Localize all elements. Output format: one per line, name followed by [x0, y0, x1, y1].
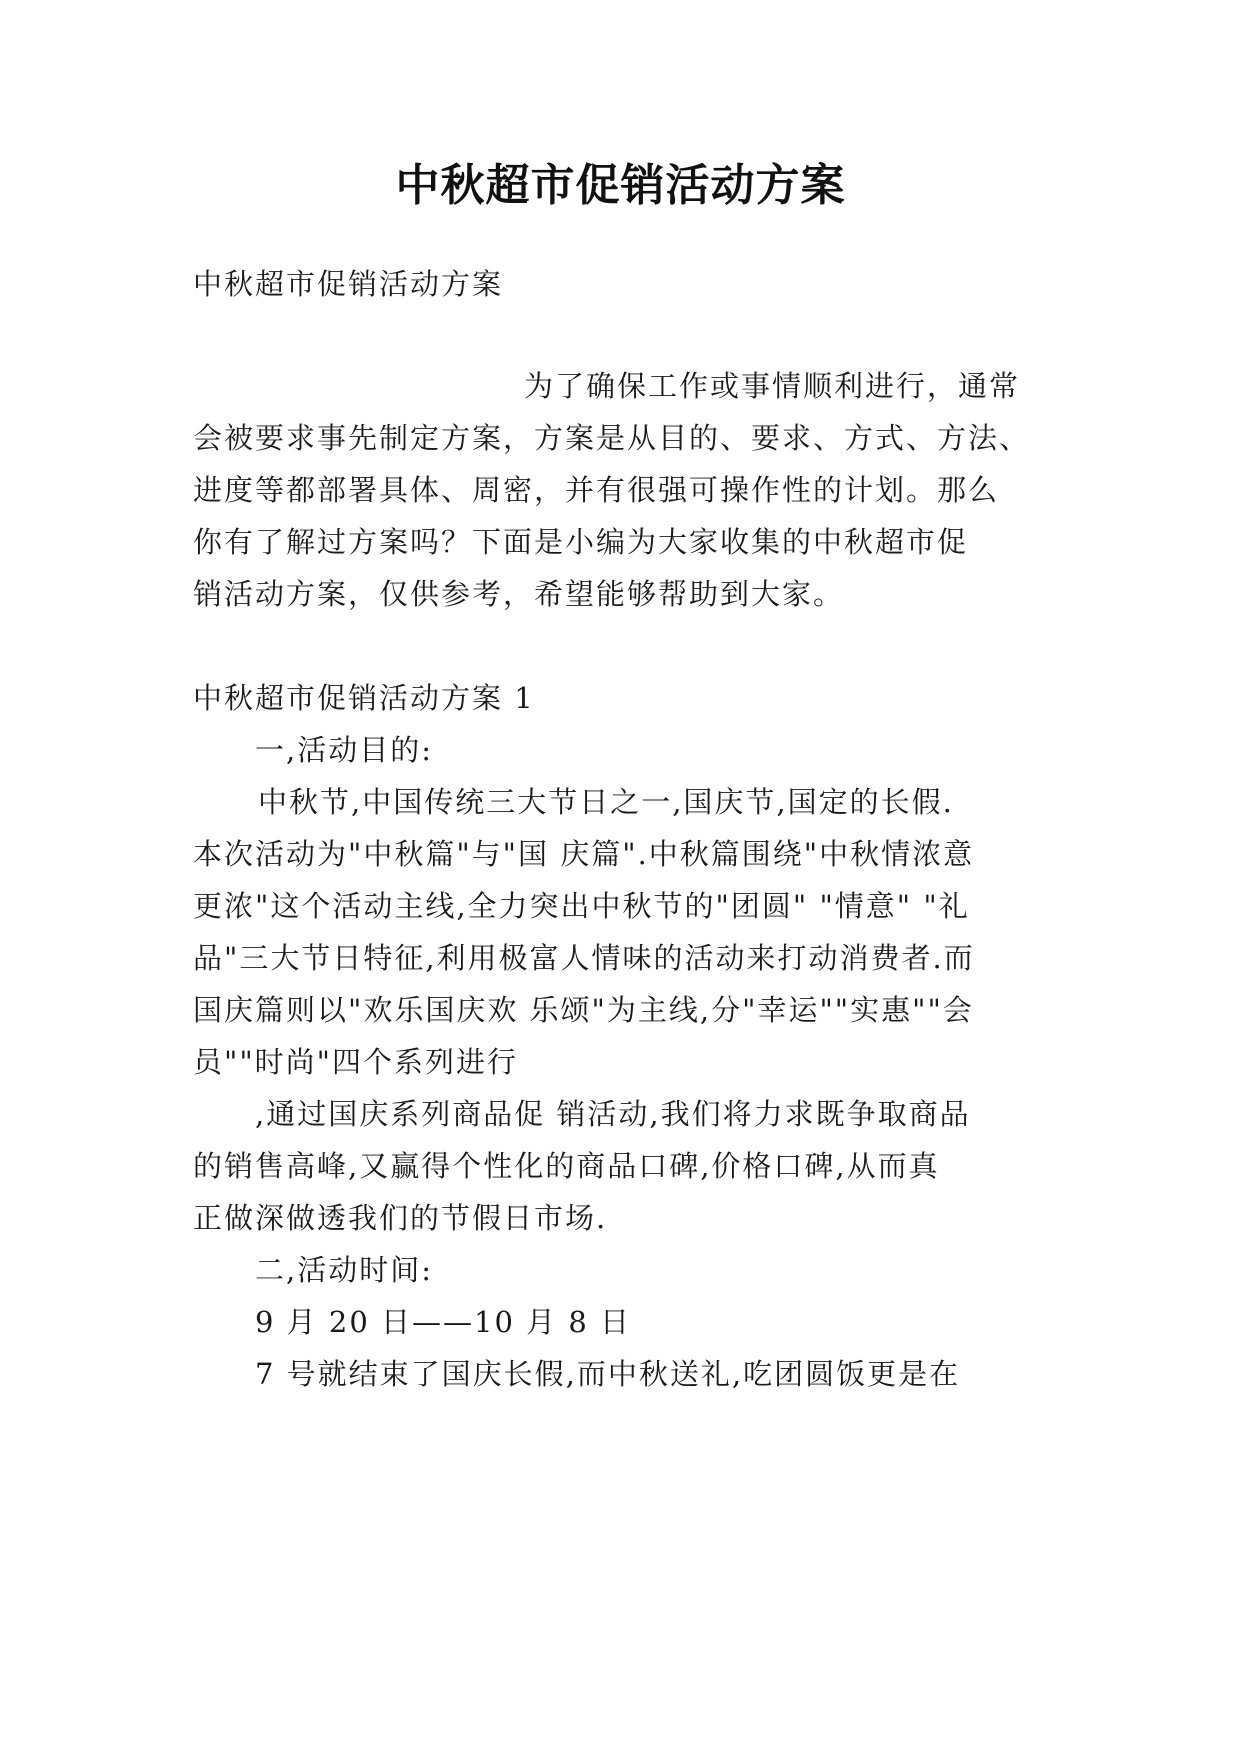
section-title: 中秋超市促销活动方案 1	[193, 681, 535, 715]
purpose2-line: 的销售高峰,又赢得个性化的商品口碑,价格口碑,从而真	[193, 1149, 940, 1183]
purpose-line: 中秋节,中国传统三大节日之一,国庆节,国定的长假.	[258, 785, 954, 819]
purpose-line: 国庆篇则以"欢乐国庆欢 乐颂"为主线,分"幸运""实惠""会	[193, 993, 974, 1027]
purpose2-line: 正做深做透我们的节假日市场.	[193, 1201, 608, 1235]
body-line: 7 号就结束了国庆长假,而中秋送礼,吃团圆饭更是在	[255, 1357, 961, 1391]
intro-line: 你有了解过方案吗？下面是小编为大家收集的中秋超市促	[193, 525, 969, 559]
time-range: 9 月 20 日——10 月 8 日	[255, 1305, 632, 1339]
purpose2-line: ,通过国庆系列商品促 销活动,我们将力求既争取商品	[255, 1097, 971, 1131]
intro-line: 进度等都部署具体、周密，并有很强可操作性的计划。那么	[193, 473, 1000, 507]
intro-line: 销活动方案，仅供参考，希望能够帮助到大家。	[193, 577, 845, 611]
purpose-line: 更浓"这个活动主线,全力突出中秋节的"团圆" "情意" "礼	[193, 889, 970, 923]
heading-time: 二,活动时间:	[255, 1253, 433, 1287]
heading-purpose: 一,活动目的:	[255, 733, 433, 767]
intro-line: 会被要求事先制定方案，方案是从目的、要求、方式、方法、	[193, 421, 1031, 455]
intro-line: 为了确保工作或事情顺利进行，通常	[524, 369, 1021, 403]
document-subtitle: 中秋超市促销活动方案	[193, 267, 504, 301]
document-title: 中秋超市促销活动方案	[395, 160, 846, 211]
purpose-line: 本次活动为"中秋篇"与"国 庆篇".中秋篇围绕"中秋情浓意	[193, 837, 975, 871]
purpose-line: 员""时尚"四个系列进行	[193, 1045, 519, 1079]
purpose-line: 品"三大节日特征,利用极富人情味的活动来打动消费者.而	[193, 941, 975, 975]
